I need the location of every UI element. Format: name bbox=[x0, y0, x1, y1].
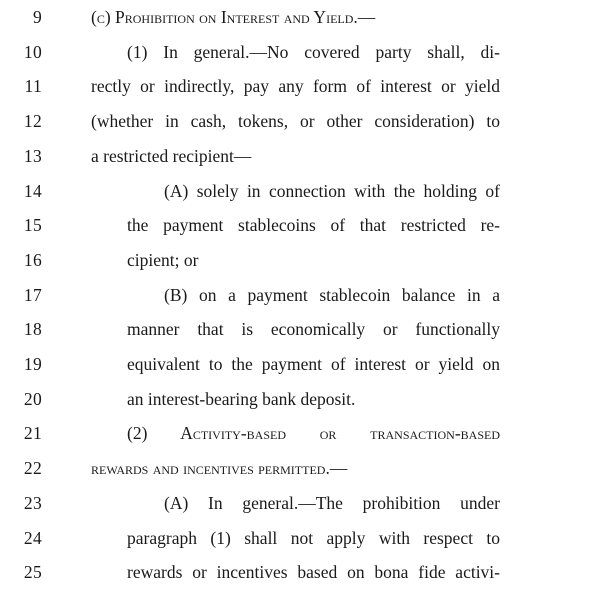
line-text: (A) In general.—The prohibition under bbox=[164, 492, 500, 513]
line-text: rectly or indirectly, pay any form of interest or yield bbox=[91, 76, 500, 97]
line-number: 20 bbox=[23, 388, 42, 409]
line-number: 13 bbox=[23, 145, 42, 166]
bill-line bbox=[0, 521, 592, 555]
line-text: manner that is economically or functionally bbox=[127, 319, 500, 340]
bill-line bbox=[0, 69, 592, 103]
line-number: 16 bbox=[23, 249, 42, 270]
line-text: cipient; or bbox=[127, 249, 199, 270]
bill-line bbox=[0, 139, 592, 173]
subsection-heading: (2) Activity-based or transaction-based bbox=[127, 423, 500, 444]
line-text: (B) on a payment stablecoin balance in a bbox=[164, 284, 500, 305]
line-number: 12 bbox=[23, 111, 42, 132]
line-text: the payment stablecoins of that restricted re- bbox=[127, 215, 500, 236]
bill-line bbox=[0, 416, 592, 450]
bill-line bbox=[0, 243, 592, 277]
line-text: (A) solely in connection with the holding of bbox=[164, 180, 500, 201]
line-number: 11 bbox=[24, 76, 42, 97]
line-number: 18 bbox=[23, 319, 42, 340]
bill-line bbox=[0, 35, 592, 69]
section-heading: (c) Prohibition on Interest and Yield.— bbox=[91, 7, 376, 27]
bill-line bbox=[0, 382, 592, 416]
line-number: 21 bbox=[23, 423, 42, 444]
line-number: 14 bbox=[23, 180, 42, 201]
line-number: 17 bbox=[23, 284, 42, 305]
line-number: 10 bbox=[23, 41, 42, 62]
bill-line bbox=[0, 0, 592, 34]
subsection-heading: rewards and incentives permitted.— bbox=[91, 458, 348, 479]
line-text: paragraph (1) shall not apply with respect to bbox=[127, 527, 500, 548]
bill-line bbox=[0, 278, 592, 312]
line-number: 23 bbox=[23, 492, 42, 513]
bill-line bbox=[0, 451, 592, 485]
bill-line bbox=[0, 486, 592, 520]
line-number: 9 bbox=[32, 7, 42, 27]
bill-line bbox=[0, 347, 592, 381]
line-number: 22 bbox=[23, 458, 42, 479]
bill-line bbox=[0, 174, 592, 208]
line-text: rewards or incentives based on bona fide activi- bbox=[127, 562, 500, 583]
bill-line bbox=[0, 312, 592, 346]
bill-line bbox=[0, 104, 592, 138]
line-number: 19 bbox=[23, 354, 42, 374]
line-text: an interest-bearing bank deposit. bbox=[127, 388, 356, 409]
line-text: (whether in cash, tokens, or other consideration) to bbox=[91, 111, 500, 132]
line-text: (1) In general.—No covered party shall, di- bbox=[127, 41, 500, 62]
line-number: 24 bbox=[23, 527, 42, 548]
line-text: a restricted recipient— bbox=[91, 145, 252, 166]
line-text: equivalent to the payment of interest or yield on bbox=[127, 354, 500, 374]
bill-line bbox=[0, 555, 592, 589]
line-number: 25 bbox=[23, 562, 42, 583]
bill-line bbox=[0, 208, 592, 242]
line-number: 15 bbox=[23, 215, 42, 236]
